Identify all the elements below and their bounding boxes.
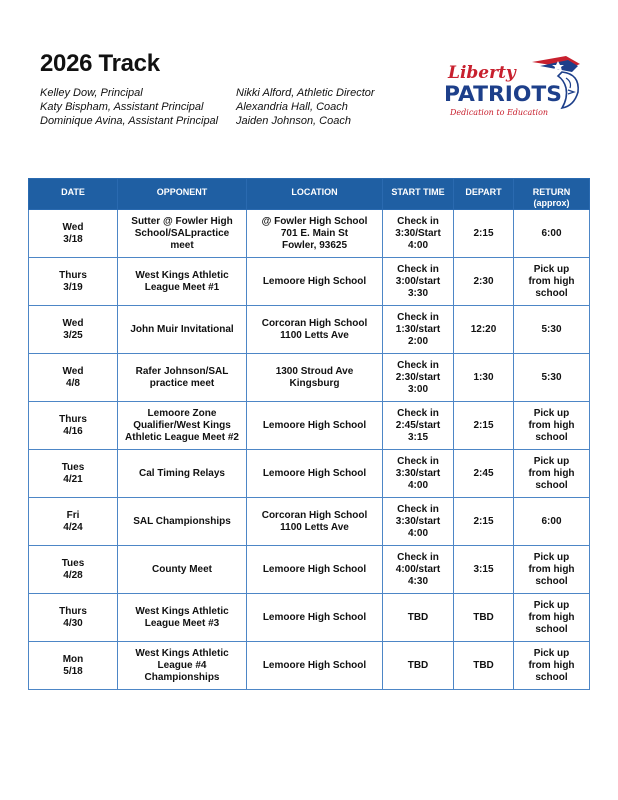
depart-cell: 12:20 (454, 306, 514, 354)
column-header-return: RETURN (approx) (514, 179, 590, 210)
return-cell: 6:00 (514, 498, 590, 546)
depart-cell: TBD (454, 594, 514, 642)
logo-tagline: Dedication to Education (450, 108, 549, 117)
staff-name: Nikki Alford, Athletic Director (236, 87, 375, 99)
depart-cell: TBD (454, 642, 514, 690)
date-cell: Wed 3/18 (29, 210, 118, 258)
staff-list-right (236, 86, 375, 128)
opponent-cell: County Meet (118, 546, 247, 594)
column-header-start-time: START TIME (383, 179, 454, 210)
opponent-cell: West Kings Athletic League Meet #1 (118, 258, 247, 306)
date-cell: Fri 4/24 (29, 498, 118, 546)
return-cell: Pick up from high school (514, 258, 590, 306)
date-cell: Tues 4/21 (29, 450, 118, 498)
start-time-cell: Check in 3:30/Start 4:00 (383, 210, 454, 258)
start-time-cell: TBD (383, 594, 454, 642)
liberty-patriots-logo (440, 52, 588, 122)
logo-word-patriots: PATRIOTS (444, 82, 562, 106)
location-cell: @ Fowler High School 701 E. Main St Fowler, 93625 (247, 210, 383, 258)
staff-list-left (40, 86, 218, 128)
start-time-cell: TBD (383, 642, 454, 690)
depart-cell: 1:30 (454, 354, 514, 402)
date-cell: Thurs 4/30 (29, 594, 118, 642)
opponent-cell: West Kings Athletic League #4 Championships (118, 642, 247, 690)
opponent-cell: Lemoore Zone Qualifier/West Kings Athletic League Meet #2 (118, 402, 247, 450)
start-time-cell: Check in 1:30/start 2:00 (383, 306, 454, 354)
staff-name: Katy Bispham, Assistant Principal (40, 101, 204, 113)
return-cell: Pick up from high school (514, 450, 590, 498)
start-time-cell: Check in 4:00/start 4:30 (383, 546, 454, 594)
location-cell: Corcoran High School 1100 Letts Ave (247, 498, 383, 546)
column-header-opponent: OPPONENT (118, 179, 247, 210)
location-cell: Corcoran High School 1100 Letts Ave (247, 306, 383, 354)
start-time-cell: Check in 3:00/start 3:30 (383, 258, 454, 306)
depart-cell: 2:30 (454, 258, 514, 306)
column-header-location: LOCATION (247, 179, 383, 210)
location-cell: Lemoore High School (247, 546, 383, 594)
date-cell: Tues 4/28 (29, 546, 118, 594)
start-time-cell: Check in 3:30/start 4:00 (383, 450, 454, 498)
logo-word-liberty: Liberty (448, 63, 516, 83)
table-row (29, 402, 590, 450)
location-cell: Lemoore High School (247, 450, 383, 498)
staff-name: Jaiden Johnson, Coach (236, 115, 351, 127)
opponent-cell: Cal Timing Relays (118, 450, 247, 498)
depart-cell: 3:15 (454, 546, 514, 594)
table-row (29, 210, 590, 258)
opponent-cell: SAL Championships (118, 498, 247, 546)
table-row (29, 450, 590, 498)
opponent-cell: Sutter @ Fowler High School/SALpractice meet (118, 210, 247, 258)
table-row (29, 306, 590, 354)
table-header-row (29, 179, 590, 210)
start-time-cell: Check in 2:30/start 3:00 (383, 354, 454, 402)
opponent-cell: West Kings Athletic League Meet #3 (118, 594, 247, 642)
depart-cell: 2:15 (454, 210, 514, 258)
return-cell: 5:30 (514, 306, 590, 354)
column-header-depart: DEPART (454, 179, 514, 210)
start-time-cell: Check in 2:45/start 3:15 (383, 402, 454, 450)
opponent-cell: John Muir Invitational (118, 306, 247, 354)
staff-name: Kelley Dow, Principal (40, 87, 143, 99)
schedule-body (29, 210, 590, 690)
depart-cell: 2:15 (454, 498, 514, 546)
staff-name: Dominique Avina, Assistant Principal (40, 115, 219, 127)
table-row (29, 354, 590, 402)
depart-cell: 2:45 (454, 450, 514, 498)
table-row (29, 642, 590, 690)
location-cell: Lemoore High School (247, 258, 383, 306)
return-cell: 5:30 (514, 354, 590, 402)
location-cell: Lemoore High School (247, 642, 383, 690)
return-cell: Pick up from high school (514, 594, 590, 642)
opponent-cell: Rafer Johnson/SAL practice meet (118, 354, 247, 402)
date-cell: Thurs 3/19 (29, 258, 118, 306)
location-cell: 1300 Stroud Ave Kingsburg (247, 354, 383, 402)
start-time-cell: Check in 3:30/start 4:00 (383, 498, 454, 546)
table-row (29, 498, 590, 546)
location-cell: Lemoore High School (247, 594, 383, 642)
location-cell: Lemoore High School (247, 402, 383, 450)
date-cell: Wed 4/8 (29, 354, 118, 402)
return-cell: 6:00 (514, 210, 590, 258)
table-row (29, 594, 590, 642)
track-schedule-table (28, 178, 590, 690)
table-row (29, 546, 590, 594)
page-title: 2026 Track (40, 50, 160, 77)
return-cell: Pick up from high school (514, 546, 590, 594)
table-row (29, 258, 590, 306)
return-cell: Pick up from high school (514, 402, 590, 450)
return-cell: Pick up from high school (514, 642, 590, 690)
date-cell: Mon 5/18 (29, 642, 118, 690)
date-cell: Thurs 4/16 (29, 402, 118, 450)
depart-cell: 2:15 (454, 402, 514, 450)
staff-name: Alexandria Hall, Coach (236, 101, 348, 113)
date-cell: Wed 3/25 (29, 306, 118, 354)
column-header-date: DATE (29, 179, 118, 210)
